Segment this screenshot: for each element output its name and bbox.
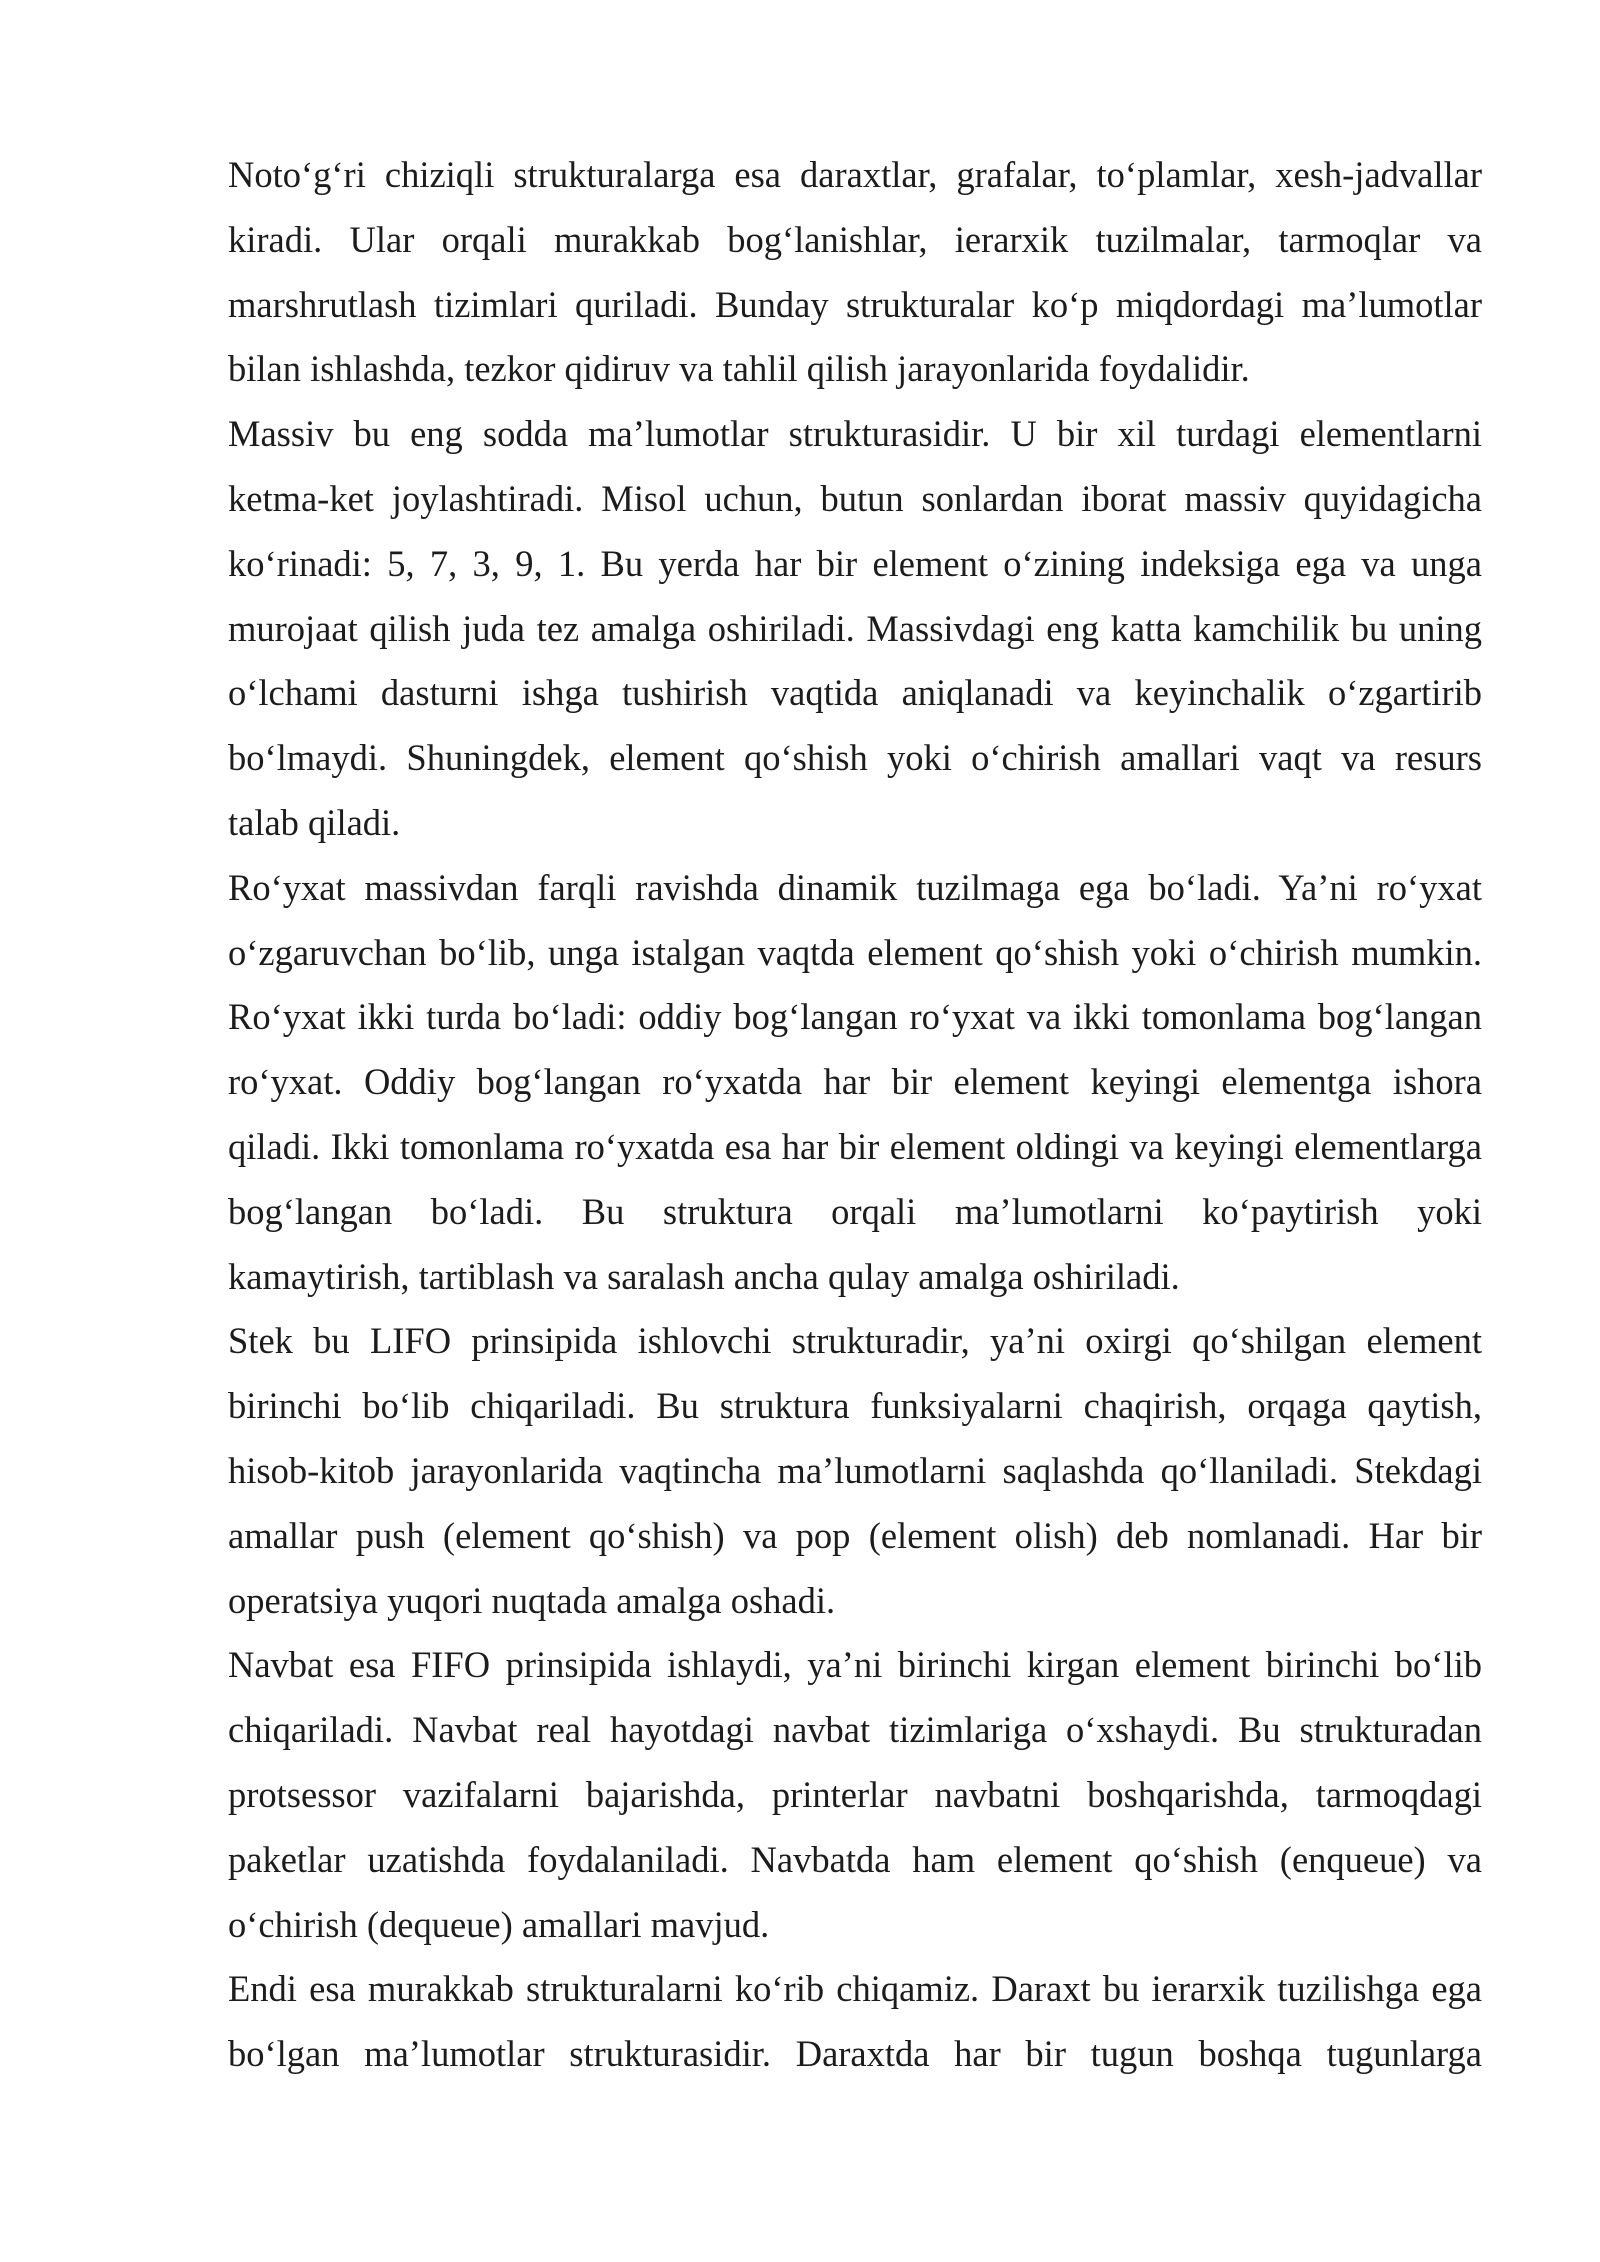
text-line: ro‘yxat. Oddiy bog‘langan ro‘yxatda har bir element keyingi elementga ishora bbox=[228, 1061, 1482, 1103]
text-line: o‘zgaruvchan bo‘lib, unga istalgan vaqtda element qo‘shish yoki o‘chirish mumkin. bbox=[228, 931, 1482, 973]
paragraph bbox=[228, 1957, 1482, 2087]
text-line: operatsiya yuqori nuqtada amalga oshadi. bbox=[228, 1579, 836, 1621]
text-line: bog‘langan bo‘ladi. Bu struktura orqali ma’lumotlarni ko‘paytirish yoki bbox=[228, 1190, 1482, 1232]
text-line: marshrutlash tizimlari quriladi. Bunday strukturalar ko‘p miqdordagi ma’lumotlar bbox=[228, 283, 1482, 325]
paragraph bbox=[228, 402, 1482, 856]
text-line: hisob-kitob jarayonlarida vaqtincha ma’lumotlarni saqlashda qo‘llaniladi. Stekdagi bbox=[228, 1449, 1482, 1491]
text-line: ketma-ket joylashtiradi. Misol uchun, butun sonlardan iborat massiv quyidagicha bbox=[228, 477, 1482, 519]
text-line: o‘lchami dasturni ishga tushirish vaqtida aniqlanadi va keyinchalik o‘zgartirib bbox=[228, 672, 1482, 714]
paragraph bbox=[228, 1309, 1482, 1633]
text-line: o‘chirish (dequeue) amallari mavjud. bbox=[228, 1903, 770, 1945]
text-line: Stek bu LIFO prinsipida ishlovchi strukturadir, ya’ni oxirgi qo‘shilgan element bbox=[228, 1320, 1482, 1362]
text-line: Massiv bu eng sodda ma’lumotlar strukturasidir. U bir xil turdagi elementlarni bbox=[228, 413, 1482, 455]
text-line: Endi esa murakkab strukturalarni ko‘rib chiqamiz. Daraxt bu ierarxik tuzilishga ega bbox=[228, 1968, 1482, 2010]
text-line: Ro‘yxat massivdan farqli ravishda dinamik tuzilmaga ega bo‘ladi. Ya’ni ro‘yxat bbox=[228, 866, 1482, 908]
text-line: Navbat esa FIFO prinsipida ishlaydi, ya’ni birinchi kirgan element birinchi bo‘lib bbox=[228, 1644, 1482, 1686]
document-body bbox=[228, 143, 1482, 2087]
text-line: murojaat qilish juda tez amalga oshiriladi. Massivdagi eng katta kamchilik bu uning bbox=[228, 607, 1482, 649]
paragraph bbox=[228, 1633, 1482, 1957]
text-line: chiqariladi. Navbat real hayotdagi navbat tizimlariga o‘xshaydi. Bu strukturadan bbox=[228, 1709, 1482, 1751]
text-line: amallar push (element qo‘shish) va pop (element olish) deb nomlanadi. Har bir bbox=[228, 1514, 1482, 1556]
paragraph bbox=[228, 143, 1482, 402]
text-line: kamaytirish, tartiblash va saralash ancha qulay amalga oshiriladi. bbox=[228, 1255, 1180, 1297]
text-line: bo‘lmaydi. Shuningdek, element qo‘shish yoki o‘chirish amallari vaqt va resurs bbox=[228, 737, 1482, 779]
text-line: qiladi. Ikki tomonlama ro‘yxatda esa har bir element oldingi va keyingi elementlarga bbox=[228, 1125, 1482, 1167]
text-line: kiradi. Ular orqali murakkab bog‘lanishlar, ierarxik tuzilmalar, tarmoqlar va bbox=[228, 218, 1482, 260]
text-line: bo‘lgan ma’lumotlar strukturasidir. Daraxtda har bir tugun boshqa tugunlarga bbox=[228, 2033, 1482, 2075]
text-line: Ro‘yxat ikki turda bo‘ladi: oddiy bog‘langan ro‘yxat va ikki tomonlama bog‘langan bbox=[228, 996, 1482, 1038]
text-line: Noto‘g‘ri chiziqli strukturalarga esa daraxtlar, grafalar, to‘plamlar, xesh-jadvallar bbox=[228, 154, 1482, 195]
text-line: bilan ishlashda, tezkor qidiruv va tahlil qilish jarayonlarida foydalidir. bbox=[228, 348, 1250, 390]
text-line: ko‘rinadi: 5, 7, 3, 9, 1. Bu yerda har bir element o‘zining indeksiga ega va unga bbox=[228, 542, 1482, 584]
text-line: paketlar uzatishda foydalaniladi. Navbatda ham element qo‘shish (enqueue) va bbox=[228, 1838, 1482, 1880]
text-line: talab qiladi. bbox=[228, 801, 401, 843]
text-line: protsessor vazifalarni bajarishda, printerlar navbatni boshqarishda, tarmoqdagi bbox=[228, 1773, 1482, 1815]
text-line: birinchi bo‘lib chiqariladi. Bu struktura funksiyalarni chaqirish, orqaga qaytish, bbox=[228, 1385, 1482, 1427]
paragraph bbox=[228, 856, 1482, 1310]
